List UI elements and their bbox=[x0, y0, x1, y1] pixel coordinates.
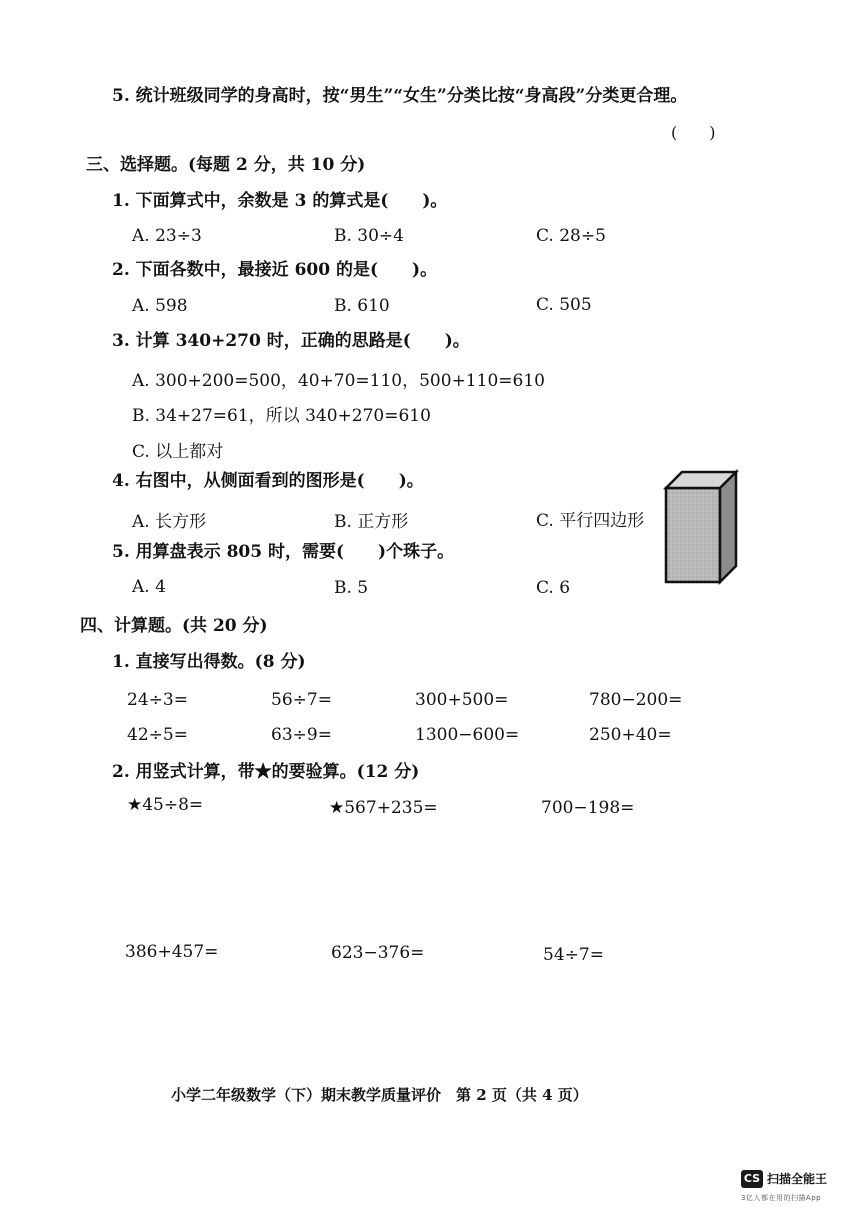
q3-option-a[interactable]: A. 300+200=500，40+70=110，500+110=610 bbox=[132, 371, 545, 391]
oral-calc-6: 63÷9= bbox=[271, 725, 332, 745]
q4-option-a[interactable]: A. 长方形 bbox=[132, 512, 207, 532]
q4-stem: 4. 右图中，从侧面看到的图形是( )。 bbox=[112, 471, 424, 491]
calc-part-1-title: 1. 直接写出得数。(8 分) bbox=[112, 652, 306, 672]
oral-calc-1: 24÷3= bbox=[127, 690, 188, 710]
q4-option-b[interactable]: B. 正方形 bbox=[334, 512, 409, 532]
q5-option-a[interactable]: A. 4 bbox=[132, 577, 166, 597]
calc-part-2-title: 2. 用竖式计算，带★的要验算。(12 分) bbox=[112, 762, 420, 782]
oral-calc-8: 250+40= bbox=[589, 725, 672, 745]
q1-option-a[interactable]: A. 23÷3 bbox=[132, 226, 202, 246]
q5-option-b[interactable]: B. 5 bbox=[334, 578, 369, 598]
camscanner-logo-icon: CS bbox=[741, 1170, 763, 1188]
q2-option-b[interactable]: B. 610 bbox=[334, 296, 390, 316]
q3-option-b[interactable]: B. 34+27=61，所以 340+270=610 bbox=[132, 406, 431, 426]
q1-option-c[interactable]: C. 28÷5 bbox=[536, 226, 606, 246]
oral-calc-7: 1300−600= bbox=[415, 725, 520, 745]
page-footer: 小学二年级数学（下）期末教学质量评价 第 2 页（共 4 页） bbox=[171, 1086, 588, 1104]
q2-stem: 2. 下面各数中，最接近 600 的是( )。 bbox=[112, 260, 438, 280]
q3-stem: 3. 计算 340+270 时，正确的思路是( )。 bbox=[112, 331, 470, 351]
cuboid-figure bbox=[660, 468, 742, 588]
oral-calc-4: 780−200= bbox=[589, 690, 683, 710]
q5-option-c[interactable]: C. 6 bbox=[536, 578, 571, 598]
vertical-calc-1: ★45÷8= bbox=[127, 795, 204, 815]
camscanner-name: 扫描全能王 bbox=[767, 1172, 828, 1186]
q3-option-c[interactable]: C. 以上都对 bbox=[132, 442, 224, 462]
q1-stem: 1. 下面算式中，余数是 3 的算式是( )。 bbox=[112, 191, 448, 211]
judge-item-5-blank[interactable]: ( ) bbox=[671, 123, 716, 142]
oral-calc-2: 56÷7= bbox=[271, 690, 332, 710]
q5-stem: 5. 用算盘表示 805 时，需要( )个珠子。 bbox=[112, 542, 455, 562]
q1-option-b[interactable]: B. 30÷4 bbox=[334, 226, 404, 246]
section-4-title: 四、计算题。(共 20 分) bbox=[80, 616, 268, 636]
vertical-calc-4: 386+457= bbox=[125, 942, 219, 962]
vertical-calc-3: 700−198= bbox=[541, 798, 635, 818]
q2-option-c[interactable]: C. 505 bbox=[536, 295, 592, 315]
camscanner-tagline: 3亿人都在用的扫描App bbox=[741, 1194, 822, 1202]
judge-item-5: 5. 统计班级同学的身高时，按“男生”“女生”分类比按“身高段”分类更合理。 bbox=[112, 86, 688, 106]
vertical-calc-2: ★567+235= bbox=[329, 798, 438, 818]
section-3-title: 三、选择题。(每题 2 分，共 10 分) bbox=[86, 155, 366, 175]
oral-calc-5: 42÷5= bbox=[127, 725, 188, 745]
vertical-calc-5: 623−376= bbox=[331, 943, 425, 963]
vertical-calc-6: 54÷7= bbox=[543, 945, 604, 965]
oral-calc-3: 300+500= bbox=[415, 690, 509, 710]
q4-option-c[interactable]: C. 平行四边形 bbox=[536, 511, 645, 531]
q2-option-a[interactable]: A. 598 bbox=[132, 296, 188, 316]
